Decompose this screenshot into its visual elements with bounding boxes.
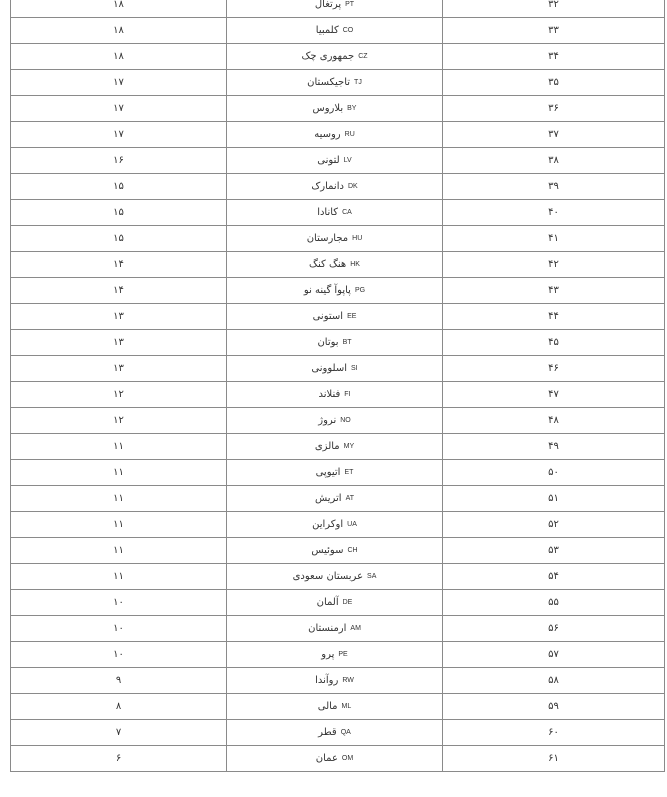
country-label bbox=[308, 623, 361, 634]
country-name: مالزی bbox=[314, 441, 340, 452]
rank-text: ۵۸ bbox=[548, 675, 559, 686]
country-name: عمان bbox=[315, 753, 338, 764]
country-code: DE bbox=[342, 599, 353, 606]
country-name: روآندا bbox=[315, 675, 339, 686]
value-text: ۱۷ bbox=[113, 77, 124, 88]
rank-cell bbox=[443, 330, 665, 356]
country-cell bbox=[227, 44, 443, 70]
country-label bbox=[309, 259, 360, 270]
rank-cell bbox=[443, 408, 665, 434]
value-cell bbox=[11, 382, 227, 408]
value-text: ۱۰ bbox=[113, 623, 124, 634]
rank-cell bbox=[443, 304, 665, 330]
value-cell bbox=[11, 408, 227, 434]
country-cell bbox=[227, 538, 443, 564]
rank-text: ۴۲ bbox=[548, 259, 559, 270]
rank-cell bbox=[443, 278, 665, 304]
value-text: ۱۳ bbox=[113, 337, 124, 348]
rank-text: ۴۰ bbox=[548, 207, 559, 218]
country-name: مجارستان bbox=[306, 233, 349, 244]
country-label bbox=[318, 727, 351, 738]
country-label bbox=[301, 51, 367, 62]
rank-text: ۶۰ bbox=[548, 727, 559, 738]
country-label bbox=[317, 155, 351, 166]
value-text: ۶ bbox=[115, 753, 122, 764]
country-label bbox=[313, 103, 357, 114]
table-row bbox=[11, 616, 665, 642]
country-cell bbox=[227, 148, 443, 174]
country-name: ارمنستان bbox=[308, 623, 347, 634]
rank-cell bbox=[443, 564, 665, 590]
rank-cell bbox=[443, 70, 665, 96]
table-row bbox=[11, 226, 665, 252]
rank-cell bbox=[443, 486, 665, 512]
rank-cell bbox=[443, 616, 665, 642]
country-label bbox=[315, 0, 354, 10]
rank-cell bbox=[443, 694, 665, 720]
value-text: ۷ bbox=[115, 727, 122, 738]
country-name: استونی bbox=[312, 311, 344, 322]
rank-text: ۳۳ bbox=[548, 25, 559, 36]
value-text: ۱۱ bbox=[113, 519, 124, 530]
value-cell bbox=[11, 590, 227, 616]
table-row bbox=[11, 564, 665, 590]
country-code: DK bbox=[347, 183, 358, 190]
country-label bbox=[311, 363, 357, 374]
rank-text: ۵۶ bbox=[548, 623, 559, 634]
country-cell bbox=[227, 616, 443, 642]
rank-text: ۴۸ bbox=[548, 415, 559, 426]
rank-cell bbox=[443, 0, 665, 18]
table-row bbox=[11, 746, 665, 772]
value-text: ۱۰ bbox=[113, 597, 124, 608]
rank-cell bbox=[443, 590, 665, 616]
table-row bbox=[11, 694, 665, 720]
value-text: ۱۸ bbox=[113, 25, 124, 36]
value-cell bbox=[11, 356, 227, 382]
country-cell bbox=[227, 200, 443, 226]
country-label bbox=[317, 597, 353, 608]
rank-cell bbox=[443, 200, 665, 226]
value-cell bbox=[11, 252, 227, 278]
country-name: جمهوری چک bbox=[301, 51, 355, 62]
rank-cell bbox=[443, 538, 665, 564]
country-name: پرتغال bbox=[314, 0, 342, 10]
value-text: ۹ bbox=[115, 675, 122, 686]
value-cell bbox=[11, 122, 227, 148]
country-code: CH bbox=[347, 547, 358, 554]
table-row bbox=[11, 356, 665, 382]
value-text: ۱۲ bbox=[113, 389, 124, 400]
rank-text: ۳۵ bbox=[548, 77, 559, 88]
country-cell bbox=[227, 720, 443, 746]
value-text: ۱۱ bbox=[113, 571, 124, 582]
rank-cell bbox=[443, 44, 665, 70]
country-name: بوتان bbox=[317, 337, 339, 348]
rank-cell bbox=[443, 460, 665, 486]
country-name: عربستان سعودی bbox=[292, 571, 364, 582]
country-label bbox=[314, 129, 355, 140]
table-row bbox=[11, 70, 665, 96]
rank-text: ۶۱ bbox=[548, 753, 559, 764]
rank-text: ۴۴ bbox=[548, 311, 559, 322]
country-name: بلاروس bbox=[312, 103, 344, 114]
country-label bbox=[317, 337, 351, 348]
rank-cell bbox=[443, 642, 665, 668]
rank-text: ۵۴ bbox=[548, 571, 559, 582]
country-code: HK bbox=[350, 261, 360, 268]
rank-text: ۴۳ bbox=[548, 285, 559, 296]
country-label bbox=[316, 753, 353, 764]
country-label bbox=[315, 441, 354, 452]
table-row bbox=[11, 252, 665, 278]
value-cell bbox=[11, 668, 227, 694]
rank-cell bbox=[443, 96, 665, 122]
country-label bbox=[313, 311, 357, 322]
table-row bbox=[11, 590, 665, 616]
table-row bbox=[11, 304, 665, 330]
country-name: پاپوآ گینه نو bbox=[303, 285, 351, 296]
country-code: CA bbox=[342, 209, 352, 216]
country-code: RW bbox=[342, 677, 354, 684]
table-row bbox=[11, 18, 665, 44]
country-name: تاجیکستان bbox=[307, 77, 351, 88]
value-cell bbox=[11, 174, 227, 200]
country-name: لتونی bbox=[317, 155, 340, 166]
country-table-container bbox=[10, 0, 661, 772]
country-cell bbox=[227, 122, 443, 148]
country-code: LV bbox=[343, 157, 352, 164]
country-cell bbox=[227, 304, 443, 330]
value-cell bbox=[11, 694, 227, 720]
rank-cell bbox=[443, 746, 665, 772]
country-code: AT bbox=[345, 495, 355, 502]
table-body bbox=[11, 0, 665, 772]
country-code: ML bbox=[341, 703, 352, 710]
rank-text: ۳۹ bbox=[548, 181, 559, 192]
country-code: UA bbox=[347, 521, 357, 528]
rank-cell bbox=[443, 174, 665, 200]
value-cell bbox=[11, 512, 227, 538]
rank-text: ۳۴ bbox=[548, 51, 559, 62]
country-name: روسیه bbox=[314, 129, 341, 140]
value-text: ۱۴ bbox=[113, 285, 124, 296]
rank-text: ۳۲ bbox=[548, 0, 559, 10]
country-code: SA bbox=[367, 573, 377, 580]
country-name: اتریش bbox=[314, 493, 342, 504]
country-name: آلمان bbox=[316, 597, 339, 608]
value-text: ۱۵ bbox=[113, 207, 124, 218]
rank-text: ۴۱ bbox=[548, 233, 559, 244]
value-text: ۱۵ bbox=[113, 181, 124, 192]
country-code: PE bbox=[338, 651, 348, 658]
table-row bbox=[11, 122, 665, 148]
rank-cell bbox=[443, 226, 665, 252]
value-cell bbox=[11, 278, 227, 304]
table-row bbox=[11, 668, 665, 694]
value-text: ۱۱ bbox=[113, 441, 124, 452]
country-cell bbox=[227, 434, 443, 460]
country-cell bbox=[227, 642, 443, 668]
value-text: ۱۳ bbox=[113, 363, 124, 374]
rank-text: ۵۷ bbox=[548, 649, 559, 660]
country-cell bbox=[227, 460, 443, 486]
country-code: OM bbox=[341, 755, 354, 762]
country-name: کانادا bbox=[317, 207, 339, 218]
country-name: فنلاند bbox=[318, 389, 341, 400]
rank-cell bbox=[443, 148, 665, 174]
country-code: HU bbox=[352, 235, 363, 242]
value-text: ۱۶ bbox=[113, 155, 124, 166]
country-label bbox=[318, 701, 352, 712]
country-label bbox=[321, 649, 347, 660]
country-name: اسلوونی bbox=[311, 363, 347, 374]
country-code: MY bbox=[343, 443, 355, 450]
value-cell bbox=[11, 330, 227, 356]
value-cell bbox=[11, 538, 227, 564]
rank-text: ۵۱ bbox=[548, 493, 559, 504]
country-code: BT bbox=[342, 339, 352, 346]
country-label bbox=[316, 467, 354, 478]
country-name: کلمبیا bbox=[315, 25, 339, 36]
table-row bbox=[11, 408, 665, 434]
rank-text: ۵۳ bbox=[548, 545, 559, 556]
rank-text: ۳۷ bbox=[548, 129, 559, 140]
country-ranking-table bbox=[10, 0, 665, 772]
value-cell bbox=[11, 564, 227, 590]
value-text: ۸ bbox=[115, 701, 122, 712]
value-text: ۱۲ bbox=[113, 415, 124, 426]
country-label bbox=[307, 233, 363, 244]
rank-text: ۴۷ bbox=[548, 389, 559, 400]
table-row bbox=[11, 538, 665, 564]
country-label bbox=[307, 77, 362, 88]
country-cell bbox=[227, 746, 443, 772]
value-cell bbox=[11, 0, 227, 18]
country-label bbox=[293, 571, 377, 582]
country-cell bbox=[227, 18, 443, 44]
country-code: FI bbox=[344, 391, 351, 398]
country-label bbox=[317, 207, 352, 218]
rank-text: ۳۶ bbox=[548, 103, 559, 114]
country-code: RU bbox=[344, 131, 355, 138]
rank-text: ۵۹ bbox=[548, 701, 559, 712]
table-row bbox=[11, 512, 665, 538]
country-code: CZ bbox=[358, 53, 368, 60]
table-row bbox=[11, 434, 665, 460]
value-text: ۱۱ bbox=[113, 493, 124, 504]
country-cell bbox=[227, 590, 443, 616]
table-row bbox=[11, 0, 665, 18]
value-cell bbox=[11, 200, 227, 226]
value-text: ۱۵ bbox=[113, 233, 124, 244]
country-code: NO bbox=[340, 417, 351, 424]
value-cell bbox=[11, 44, 227, 70]
value-text: ۱۳ bbox=[113, 311, 124, 322]
country-cell bbox=[227, 668, 443, 694]
country-cell bbox=[227, 174, 443, 200]
rank-cell bbox=[443, 434, 665, 460]
table-row bbox=[11, 44, 665, 70]
value-text: ۱۰ bbox=[113, 649, 124, 660]
country-code: CO bbox=[342, 27, 354, 34]
table-row bbox=[11, 330, 665, 356]
table-row bbox=[11, 382, 665, 408]
country-cell bbox=[227, 382, 443, 408]
rank-text: ۵۵ bbox=[548, 597, 559, 608]
country-name: دانمارک bbox=[311, 181, 344, 192]
country-name: پرو bbox=[321, 649, 335, 660]
table-row bbox=[11, 486, 665, 512]
value-cell bbox=[11, 720, 227, 746]
country-label bbox=[312, 519, 357, 530]
rank-text: ۵۰ bbox=[548, 467, 559, 478]
value-cell bbox=[11, 616, 227, 642]
country-name: هنگ کنگ bbox=[309, 259, 347, 270]
country-label bbox=[316, 25, 353, 36]
country-label bbox=[315, 675, 354, 686]
country-cell bbox=[227, 96, 443, 122]
rank-cell bbox=[443, 668, 665, 694]
country-name: اتیوپی bbox=[315, 467, 341, 478]
value-text: ۱۸ bbox=[113, 0, 124, 10]
country-label bbox=[318, 389, 350, 400]
value-cell bbox=[11, 460, 227, 486]
country-cell bbox=[227, 278, 443, 304]
value-cell bbox=[11, 642, 227, 668]
rank-text: ۴۵ bbox=[548, 337, 559, 348]
rank-cell bbox=[443, 122, 665, 148]
value-cell bbox=[11, 70, 227, 96]
value-cell bbox=[11, 746, 227, 772]
table-row bbox=[11, 174, 665, 200]
value-text: ۱۱ bbox=[113, 467, 124, 478]
country-code: PG bbox=[354, 287, 366, 294]
rank-text: ۴۶ bbox=[548, 363, 559, 374]
country-cell bbox=[227, 330, 443, 356]
value-cell bbox=[11, 226, 227, 252]
table-row bbox=[11, 720, 665, 746]
country-code: SI bbox=[350, 365, 358, 372]
value-cell bbox=[11, 434, 227, 460]
country-cell bbox=[227, 226, 443, 252]
country-code: ET bbox=[344, 469, 354, 476]
rank-cell bbox=[443, 356, 665, 382]
table-row bbox=[11, 642, 665, 668]
country-label bbox=[311, 545, 357, 556]
value-text: ۱۸ bbox=[113, 51, 124, 62]
country-name: قطر bbox=[318, 727, 337, 738]
value-text: ۱۴ bbox=[113, 259, 124, 270]
country-cell bbox=[227, 70, 443, 96]
country-name: اوکراین bbox=[312, 519, 344, 530]
country-code: BY bbox=[347, 105, 357, 112]
country-code: PT bbox=[345, 1, 355, 8]
rank-text: ۴۹ bbox=[548, 441, 559, 452]
value-text: ۱۷ bbox=[113, 129, 124, 140]
value-text: ۱۷ bbox=[113, 103, 124, 114]
country-cell bbox=[227, 486, 443, 512]
country-cell bbox=[227, 0, 443, 18]
country-name: سوئیس bbox=[311, 545, 344, 556]
rank-cell bbox=[443, 252, 665, 278]
table-row bbox=[11, 148, 665, 174]
table-row bbox=[11, 200, 665, 226]
country-name: مالی bbox=[317, 701, 338, 712]
value-cell bbox=[11, 148, 227, 174]
value-cell bbox=[11, 18, 227, 44]
country-cell bbox=[227, 564, 443, 590]
country-cell bbox=[227, 252, 443, 278]
rank-cell bbox=[443, 720, 665, 746]
country-label bbox=[311, 181, 357, 192]
rank-cell bbox=[443, 382, 665, 408]
table-row bbox=[11, 460, 665, 486]
country-label bbox=[315, 493, 354, 504]
rank-text: ۵۲ bbox=[548, 519, 559, 530]
country-code: EE bbox=[347, 313, 357, 320]
country-label bbox=[304, 285, 365, 296]
rank-cell bbox=[443, 512, 665, 538]
country-label bbox=[318, 415, 350, 426]
value-cell bbox=[11, 304, 227, 330]
country-cell bbox=[227, 356, 443, 382]
country-code: AM bbox=[350, 625, 361, 632]
country-cell bbox=[227, 408, 443, 434]
table-row bbox=[11, 278, 665, 304]
value-cell bbox=[11, 96, 227, 122]
table-row bbox=[11, 96, 665, 122]
country-cell bbox=[227, 512, 443, 538]
country-name: نروژ bbox=[318, 415, 337, 426]
country-code: QA bbox=[340, 729, 351, 736]
country-cell bbox=[227, 694, 443, 720]
country-code: TJ bbox=[354, 79, 362, 86]
value-cell bbox=[11, 486, 227, 512]
value-text: ۱۱ bbox=[113, 545, 124, 556]
rank-text: ۳۸ bbox=[548, 155, 559, 166]
rank-cell bbox=[443, 18, 665, 44]
